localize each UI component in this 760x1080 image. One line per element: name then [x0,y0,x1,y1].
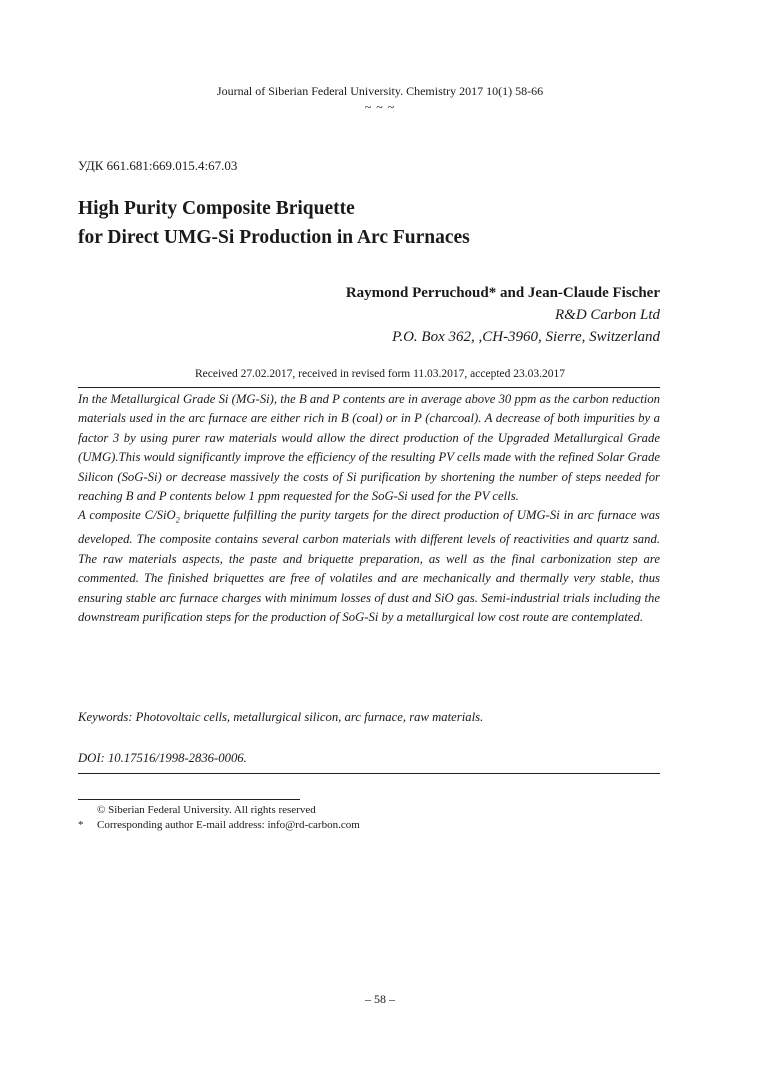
udc-code: УДК 661.681:669.015.4:67.03 [78,158,238,173]
authors: Raymond Perruchoud* and Jean-Claude Fischer [345,285,660,301]
footnote-corresponding [78,819,360,831]
doi: DOI: 10.17516/1998-2836-0006. [78,751,247,765]
journal-header: Journal of Siberian Federal University. Chemistry 2017 10(1) 58-66 [216,84,544,98]
abstract [78,390,660,627]
title-line-1: High Purity Composite Briquette [78,198,355,219]
footnote-star: * [78,819,84,831]
header-separator: ~ ~ ~ [364,100,396,114]
title-line-2: for Direct UMG-Si Production in Arc Furnaces [78,227,470,248]
abstract-paragraph-1: In the Metallurgical Grade Si (MG-Si), the B and P contents are in average above 30 ppm as the carbon reduction materials used in the arc furnace are either rich in B (coal) or in P (charcoal). A decrease of both impurities by a factor 3 by using purer raw materials would allow the direct production of the Upgraded Metallurgical Grade (UMG).This would significantly improve the efficiency of the resulting PV cells made with the refined Solar Grade Silicon (SoG-Si) or decrease massively the costs of Si purification by shortening the number of steps needed for reaching B and P contents below 1 ppm requested for the SoG-Si used for the PV cells. [78,392,660,504]
copyright-text: © Siberian Federal University. All rights reserved [97,804,316,816]
footnote-rule [78,799,300,800]
affiliation-address: P.O. Box 362, ,CH-3960, Sierre, Switzerland [392,329,660,345]
subscript-2: 2 [175,515,180,525]
corresponding-text: Corresponding author E-mail address: info@rd-carbon.com [97,819,360,831]
page-number: – 58 – [365,992,395,1006]
abstract-top-rule [78,387,660,388]
abstract-p2-rest: briquette fulfilling the purity targets for the direct production of UMG-Si in arc furnace was developed. The composite contains several carbon materials with different levels of reactivities and quartz sand. The raw materials aspects, the paste and briquette preparation, as well as the final carbonization step are commented. The finished briquettes are free of volatiles and are mechanically and thermally very stable, thus ensuring stable arc furnace charges with minimum losses of dust and SiO gas. Semi-industrial trials including the downstream purification steps for the production of SoG-Si by a metallurgical low cost route are contemplated. [78,508,660,624]
abstract-p2-start: A composite C/SiO [78,508,176,523]
abstract-paragraph-2 [78,506,660,627]
keywords: Keywords: Photovoltaic cells, metallurgical silicon, arc furnace, raw materials. [78,710,484,724]
affiliation-company: R&D Carbon Ltd [554,307,660,323]
footnote-copyright [78,804,316,816]
received-dates: Received 27.02.2017, received in revised form 11.03.2017, accepted 23.03.2017 [194,368,566,380]
abstract-bottom-rule [78,773,660,774]
article-title [78,194,470,252]
